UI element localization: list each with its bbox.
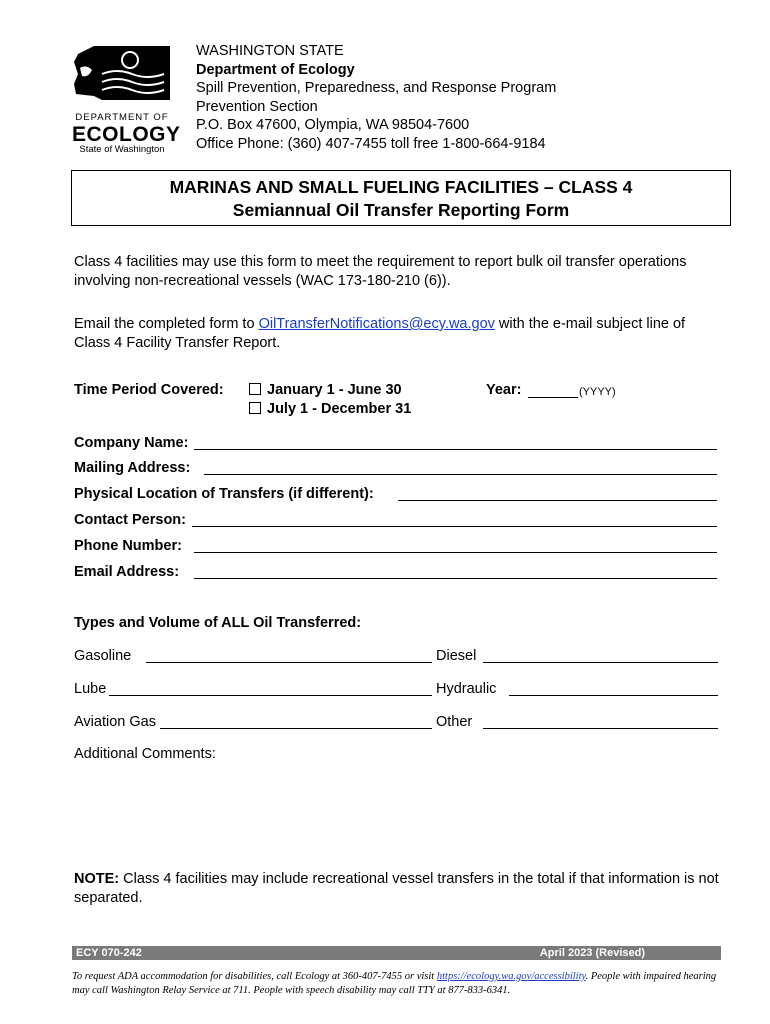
email-paragraph [74,315,724,352]
mailing-address-label: Mailing Address: [74,460,191,476]
period-option-jan-jun-label: January 1 - June 30 [267,382,402,398]
agency-section: Prevention Section [196,98,318,115]
volume-heading: Types and Volume of ALL Oil Transferred: [74,615,362,631]
hydraulic-label: Hydraulic [436,681,497,697]
email-text-after: with the e-mail subject line of Class 4 Facility Transfer Report. [74,316,686,351]
lube-label: Lube [74,681,107,697]
revision-date: April 2023 (Revised) [539,947,645,959]
physical-location-input-line[interactable] [398,500,717,501]
email-address-label: Email Address: [74,564,180,580]
ada-text-before: To request ADA accommodation for disabilities, call Ecology at 360-407-7455 or visit [72,971,437,982]
logo-ecology-text: ECOLOGY [72,123,181,146]
note-label: NOTE: [74,871,120,887]
form-subtitle: Semiannual Oil Transfer Reporting Form [232,200,570,220]
period-option-jul-dec[interactable] [249,401,411,417]
intro-paragraph: Class 4 facilities may use this form to meet the requirement to report bulk oil transfer operations involving non-recreational vessels (WAC 173-180-210 (6)). [74,254,687,289]
diesel-label: Diesel [436,648,477,664]
phone-number-label: Phone Number: [74,538,182,554]
physical-location-label: Physical Location of Transfers (if different): [74,486,374,502]
aviation-gas-label: Aviation Gas [74,714,156,730]
phone-number-input-line[interactable] [194,552,717,553]
email-text-before: Email the completed form to [74,316,259,332]
gasoline-label: Gasoline [74,648,132,664]
year-label: Year: [486,382,522,398]
period-option-jan-jun[interactable] [249,382,402,398]
other-input-line[interactable] [483,728,718,729]
time-period-label: Time Period Covered: [74,382,224,398]
note-text: Class 4 facilities may include recreational vessel transfers in the total if that information is not separated. [74,871,719,906]
other-label: Other [436,714,473,730]
email-address-input-line[interactable] [194,578,717,579]
company-name-input-line[interactable] [194,449,717,450]
checkbox-jan-jun[interactable] [249,383,261,395]
ecology-logo [72,44,181,156]
agency-phone: Office Phone: (360) 407-7455 toll free 1-800-664-9184 [196,135,546,152]
period-option-jul-dec-label: July 1 - December 31 [267,401,412,417]
agency-address: P.O. Box 47600, Olympia, WA 98504-7600 [196,117,470,133]
logo-state-text: State of Washington [79,144,165,155]
logo-department-text: DEPARTMENT OF [75,112,169,123]
additional-comments-label: Additional Comments: [74,746,216,762]
additional-comments-area[interactable] [74,768,720,858]
contact-person-input-line[interactable] [192,526,717,527]
form-title: MARINAS AND SMALL FUELING FACILITIES – CLASS 4 [169,177,633,197]
year-input-line[interactable] [528,397,578,398]
email-link[interactable]: OilTransferNotifications@ecy.wa.gov [258,316,495,332]
year-format-hint: (YYYY) [579,386,616,398]
contact-person-label: Contact Person: [74,512,186,528]
ada-text-after: . People with impaired hearing may call Washington Relay Service at 711. People with speech disability may call TTY at 877-833-6341. [72,971,717,996]
agency-department: Department of Ecology [196,61,355,78]
washington-state-map-icon [72,44,172,112]
agency-state: WASHINGTON STATE [196,43,344,59]
checkbox-jul-dec[interactable] [249,402,261,414]
lube-input-line[interactable] [109,695,432,696]
note-paragraph [74,870,722,907]
gasoline-input-line[interactable] [146,662,432,663]
form-number: ECY 070-242 [76,947,142,959]
mailing-address-input-line[interactable] [204,474,717,475]
footer-bar [72,946,721,960]
hydraulic-input-line[interactable] [509,695,718,696]
agency-header [196,42,556,153]
ada-accommodation-note [72,970,732,998]
form-title-box [71,170,731,226]
agency-program: Spill Prevention, Preparedness, and Response Program [196,80,557,96]
accessibility-link[interactable]: https://ecology.wa.gov/accessibility [436,971,586,982]
aviation-gas-input-line[interactable] [160,728,432,729]
diesel-input-line[interactable] [483,662,718,663]
company-name-label: Company Name: [74,435,189,451]
